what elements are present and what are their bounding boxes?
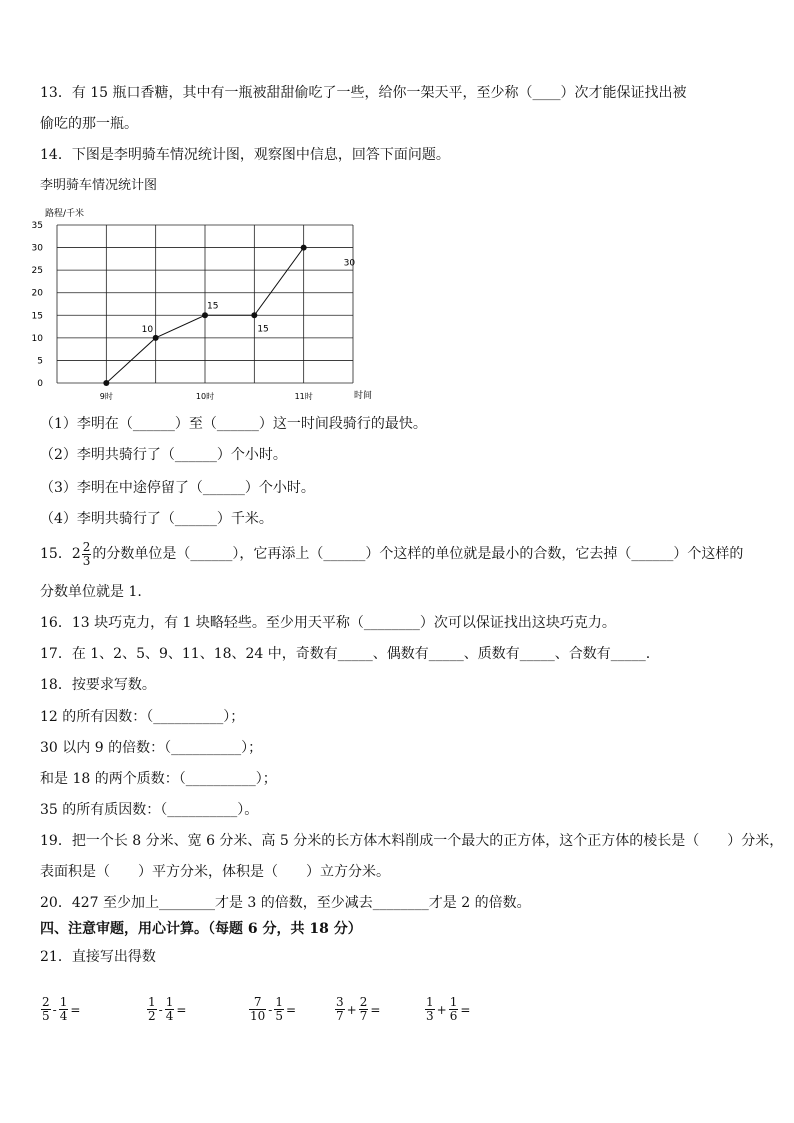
- q15-rest: 的分数单位是（______），它再添上（______）个这样的单位就是最小的合数，它去掉（______）个这样的: [92, 546, 744, 562]
- fraction: $\frac{7}{10}$: [250, 995, 266, 1023]
- operator: -: [268, 1002, 273, 1017]
- y-tick-label: 5: [37, 356, 43, 367]
- calc-item: [248, 996, 297, 1023]
- q18-title: 18．按要求写数。: [40, 677, 156, 693]
- fraction: $\frac{1}{5}$: [275, 995, 283, 1023]
- q13-line2: 偷吃的那一瓶。: [40, 116, 138, 132]
- q14-sub3: （3）李明在中途停留了（______）个小时。: [40, 480, 315, 496]
- calc-item: [424, 996, 471, 1023]
- y-tick-label: 10: [31, 333, 43, 344]
- fraction: $\frac{1}{2}$: [148, 995, 156, 1023]
- fraction: $\frac{1}{4}$: [59, 995, 68, 1023]
- fraction: $\frac{2}{7}$: [359, 995, 368, 1023]
- operator: =: [370, 1002, 381, 1017]
- q15-line1: [40, 540, 743, 568]
- fraction: $\frac{1}{6}$: [449, 995, 458, 1023]
- operator: =: [285, 1002, 297, 1017]
- q17: 17．在 1、2、5、9、11、18、24 中，奇数有_____、偶数有_____、质数有_____、合数有_____.: [40, 646, 651, 662]
- x-tick-label: 9时: [99, 392, 113, 401]
- series-line: [106, 248, 303, 383]
- x-axis-label: 时间: [354, 391, 373, 401]
- calc-item: [334, 996, 381, 1023]
- q16: 16．13 块巧克力，有 1 块略轻些。至少用天平称（________）次可以保证找出这块巧克力。: [40, 615, 616, 631]
- fraction: $\frac{1}{3}$: [426, 995, 434, 1023]
- x-tick-label: 10时: [195, 392, 215, 401]
- operator: =: [70, 1002, 81, 1017]
- q19-line1: 19．把一个长 8 分米、宽 6 分米、高 5 分米的长方体木料削成一个最大的正方体，这个正方体的棱长是（ ）分米，: [40, 833, 784, 849]
- q15-fraction: $\frac{2}{3}$: [82, 539, 91, 568]
- fraction: $\frac{3}{7}$: [336, 995, 344, 1023]
- operator: -: [158, 1002, 163, 1017]
- q14-intro: 14．下图是李明骑车情况统计图，观察图中信息，回答下面问题。: [40, 147, 450, 163]
- operator: +: [346, 1002, 357, 1017]
- q14-sub4: （4）李明共骑行了（______）千米。: [40, 511, 273, 527]
- q20: 20．427 至少加上________才是 3 的倍数，至少减去________才是 2 的倍数。: [40, 895, 531, 911]
- q18-b: 30 以内 9 的倍数：（__________）；: [40, 740, 263, 756]
- fraction: $\frac{2}{5}$: [42, 995, 50, 1023]
- q21-title: 21．直接写出得数: [40, 949, 156, 965]
- data-point: [251, 312, 257, 318]
- q13-line1: 13．有 15 瓶口香糖，其中有一瓶被甜甜偷吃了一些，给你一架天平，至少称（____）次才能保证找出被: [40, 85, 687, 101]
- q18-a: 12 的所有因数：（__________）；: [40, 709, 245, 725]
- calc-item: [146, 996, 187, 1023]
- fraction: $\frac{1}{4}$: [165, 995, 174, 1023]
- y-tick-label: 25: [31, 266, 43, 277]
- chart-grid: [57, 225, 353, 383]
- chart-title: 李明骑车情况统计图: [40, 178, 158, 193]
- data-point: [202, 312, 208, 318]
- y-tick-label: 15: [31, 311, 43, 322]
- data-point: [103, 380, 109, 386]
- q14-sub1: （1）李明在（______）至（______）这一时间段骑行的最快。: [40, 416, 427, 432]
- y-tick-label: 30: [31, 243, 43, 254]
- calc-item: [40, 996, 81, 1023]
- data-label: 10: [141, 324, 154, 335]
- x-tick-label: 11时: [294, 392, 313, 401]
- data-label: 30: [343, 258, 356, 269]
- q14-sub2: （2）李明共骑行了（______）个小时。: [40, 447, 287, 463]
- y-tick-label: 0: [37, 379, 43, 389]
- q19-line2: 表面积是（ ）平方分米，体积是（ ）立方分米。: [40, 864, 390, 880]
- data-point: [153, 335, 159, 341]
- q15-mixed-int: 2: [71, 546, 81, 562]
- q15-line2: 分数单位就是 1.: [40, 584, 142, 600]
- operator: +: [436, 1002, 447, 1017]
- operator: -: [52, 1002, 57, 1017]
- section4-title: 四、注意审题，用心计算。（每题 6 分，共 18 分）: [40, 921, 362, 937]
- operator: =: [176, 1002, 187, 1017]
- data-point: [301, 245, 307, 251]
- q18-c: 和是 18 的两个质数：（__________）；: [40, 771, 277, 787]
- q15-prefix: 15．: [40, 546, 72, 562]
- operator: =: [460, 1002, 471, 1017]
- y-axis-label: 路程/千米: [45, 209, 85, 219]
- data-label: 15: [207, 301, 219, 312]
- y-tick-label: 20: [31, 288, 43, 299]
- q18-d: 35 的所有质因数：（__________）。: [40, 802, 259, 818]
- data-label: 15: [257, 324, 269, 335]
- y-tick-label: 35: [31, 221, 43, 231]
